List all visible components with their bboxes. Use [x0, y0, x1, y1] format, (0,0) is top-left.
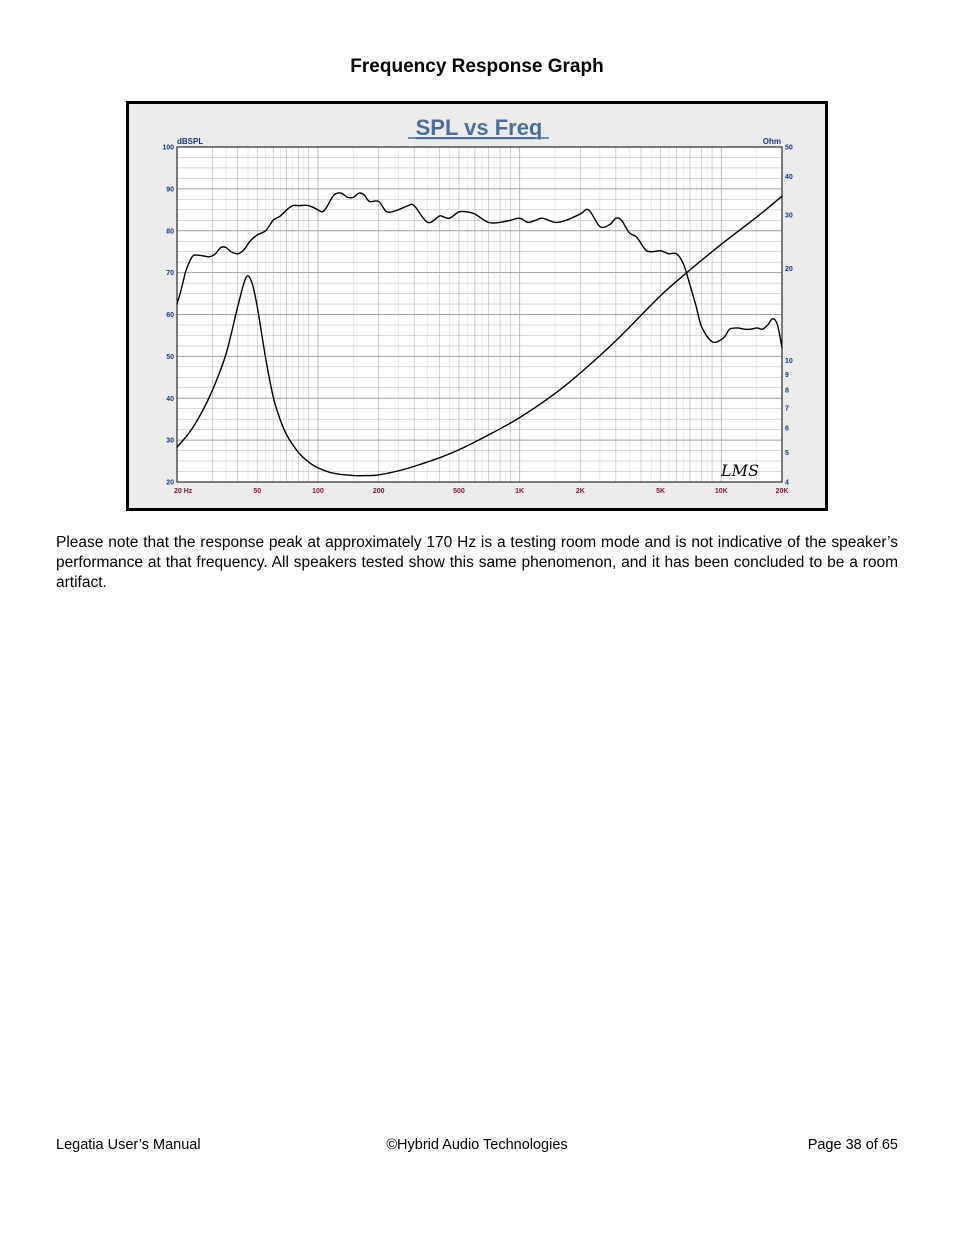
y-tick-label-left: 80 — [166, 228, 174, 236]
x-tick-label: 500 — [453, 488, 465, 495]
x-tick-label: 100 — [312, 488, 324, 495]
x-tick-label: 1K — [515, 488, 525, 495]
y-tick-label-right: 5 — [785, 449, 789, 457]
footer-copyright: ©Hybrid Audio Technologies — [386, 1137, 568, 1153]
y-tick-label-right: 7 — [785, 405, 789, 413]
y-tick-label-left: 100 — [162, 144, 174, 152]
chart-frame — [126, 101, 828, 511]
x-tick-label: 2K — [575, 488, 585, 495]
footer-manual-title: Legatia User’s Manual — [56, 1137, 201, 1153]
y-tick-label-right: 30 — [785, 212, 793, 220]
y-tick-label-right: 8 — [785, 387, 789, 395]
right-axis-label: Ohm — [762, 137, 781, 146]
y-tick-label-right: 50 — [785, 144, 793, 152]
page-title: Frequency Response Graph — [350, 56, 604, 77]
spl-vs-freq-chart — [129, 104, 825, 508]
y-tick-label-left: 70 — [166, 270, 174, 278]
y-tick-label-left: 30 — [166, 437, 174, 445]
y-tick-label-right: 4 — [785, 479, 789, 487]
note-paragraph: Please note that the response peak at approximately 170 Hz is a testing room mode and is not indicative of the speaker’s performance at that frequency. All speakers tested show this same phenomenon, and it has been concluded to be a room artifact. — [56, 534, 898, 591]
y-tick-label-left: 60 — [166, 312, 174, 319]
y-tick-label-right: 6 — [785, 425, 789, 433]
y-tick-label-right: 9 — [785, 371, 789, 379]
x-tick-label: 20 Hz — [174, 488, 193, 495]
y-tick-label-left: 20 — [166, 479, 174, 487]
left-axis-label: dBSPL — [177, 137, 204, 146]
x-tick-label: 20K — [775, 488, 789, 495]
y-tick-label-right: 40 — [785, 174, 793, 182]
y-tick-label-left: 50 — [166, 353, 174, 361]
lms-watermark: LMS — [721, 461, 759, 480]
x-tick-label: 5K — [656, 488, 666, 495]
x-tick-label: 10K — [714, 488, 728, 495]
x-tick-label: 50 — [253, 488, 262, 495]
footer-page-number: Page 38 of 65 — [807, 1137, 898, 1153]
y-tick-label-left: 40 — [166, 395, 174, 403]
chart-title: SPL vs Freq — [415, 115, 543, 140]
y-tick-label-left: 90 — [166, 186, 174, 194]
x-tick-label: 200 — [372, 488, 385, 495]
y-tick-label-right: 10 — [785, 357, 793, 365]
y-tick-label-right: 20 — [785, 266, 793, 274]
